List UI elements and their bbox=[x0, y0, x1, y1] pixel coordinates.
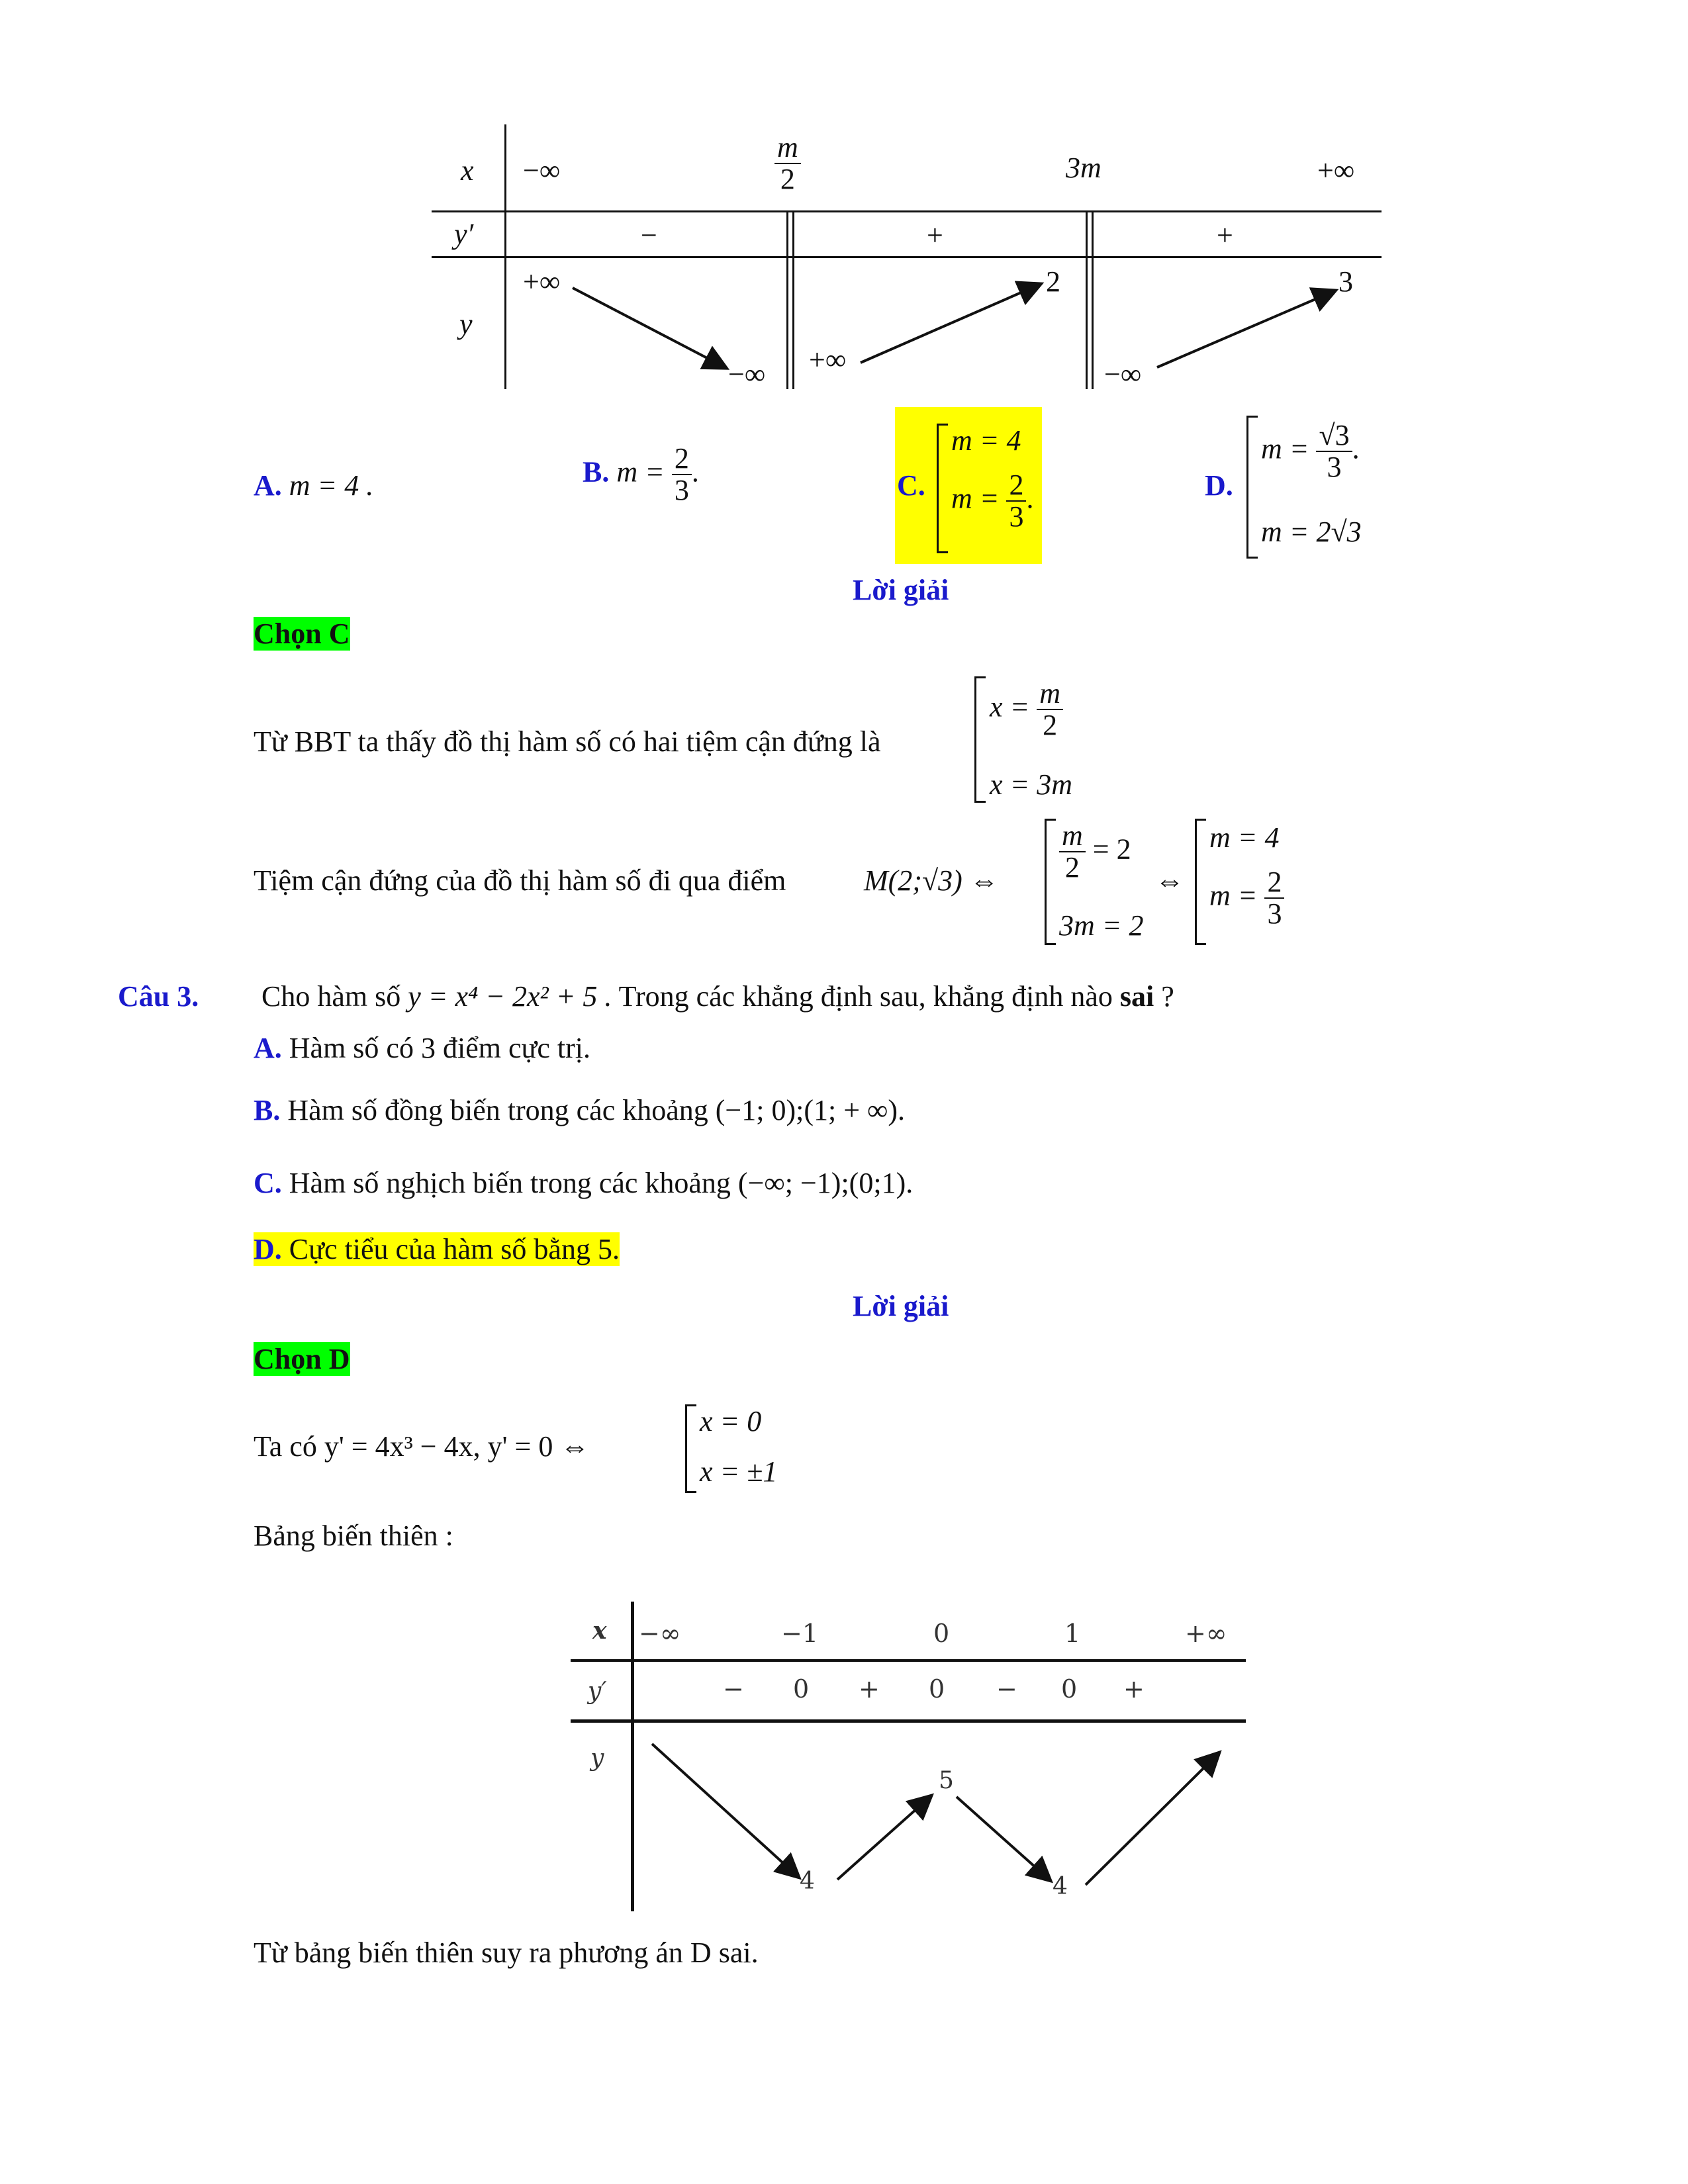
q2-solution-sys-b1: m = 4 bbox=[1209, 821, 1280, 854]
q3-option-a: A. Hàm số có 3 điểm cực trị. bbox=[254, 1032, 590, 1064]
q2-option-c-bracket bbox=[937, 424, 948, 553]
table2-yp-7: + bbox=[1123, 1674, 1145, 1704]
table2-yp-6: 0 bbox=[1061, 1674, 1078, 1704]
q2-solution-sys2: x = 3m bbox=[990, 768, 1072, 801]
table1-y-neg-inf-1: −∞ bbox=[728, 358, 766, 390]
table1-label-y: y bbox=[459, 308, 473, 340]
q2-solution-sys-a2: 3m = 2 bbox=[1059, 909, 1144, 942]
q2-option-d-bracket bbox=[1246, 416, 1258, 559]
q2-option-c-line2: m = $\frac{2}{3}$ . bbox=[951, 469, 1034, 533]
table2-hline-1 bbox=[571, 1659, 1246, 1662]
table1-y-two: 2 bbox=[1046, 265, 1060, 298]
table2-vertical-divider bbox=[631, 1602, 634, 1911]
q3-conclusion: Từ bảng biến thiên suy ra phương án D sai. bbox=[254, 1936, 759, 1969]
q2-option-c-line1: m = 4 bbox=[951, 424, 1021, 457]
q2-option-b: B. m = $\frac{2}{3}$ . bbox=[583, 442, 699, 507]
q2-solution-equiv: ⇔ bbox=[1155, 864, 1184, 897]
table2-y-max: 5 bbox=[939, 1767, 954, 1794]
table2-label-x: x bbox=[592, 1617, 607, 1645]
table2-label-yprime: y′ bbox=[588, 1678, 607, 1705]
table1-arrow-increasing-1 bbox=[861, 285, 1039, 363]
table2-yp-1: − bbox=[723, 1674, 744, 1704]
table1-sign-1: − bbox=[641, 219, 657, 251]
table2-yp-2: 0 bbox=[793, 1674, 810, 1704]
q2-choice: Chọn C bbox=[254, 617, 350, 650]
table1-y-three: 3 bbox=[1338, 265, 1353, 298]
q2-solution-bracket-3 bbox=[1195, 819, 1206, 945]
table1-sign-3: + bbox=[1217, 219, 1233, 251]
q3-label: Câu 3. bbox=[118, 980, 199, 1013]
q3-choice: Chọn D bbox=[254, 1343, 350, 1375]
q3-bbt-label: Bảng biến thiên : bbox=[254, 1520, 453, 1552]
q2-option-a: A. m = 4 . bbox=[254, 469, 374, 502]
q3-derivative-sys2: x = ±1 bbox=[700, 1455, 778, 1488]
table1-x-3m: 3m bbox=[1066, 152, 1102, 184]
table2-x-one: 1 bbox=[1064, 1619, 1081, 1648]
q2-option-d-label: D. bbox=[1205, 469, 1233, 502]
table2-label-y: y bbox=[590, 1745, 604, 1772]
q3-derivative-bracket bbox=[685, 1404, 696, 1493]
table2-x-zero: 0 bbox=[933, 1619, 950, 1648]
table1-sign-2: + bbox=[927, 219, 943, 251]
table1-label-x: x bbox=[461, 154, 474, 187]
table2-arrow-3 bbox=[957, 1797, 1049, 1880]
table1-y-neg-inf-2: −∞ bbox=[1104, 358, 1142, 390]
table1-y-pos-inf-2: +∞ bbox=[809, 343, 847, 376]
q2-solution-point: M(2;√3) ⇔ bbox=[864, 864, 999, 897]
table1-x-m-half: $\frac{m}{2}$ bbox=[774, 132, 801, 195]
q3-option-d: D. Cực tiểu của hàm số bằng 5. bbox=[254, 1233, 620, 1265]
table2-x-pos-inf: +∞ bbox=[1185, 1619, 1227, 1648]
table2-yp-4: 0 bbox=[929, 1674, 945, 1704]
q2-option-c-label: C. bbox=[897, 469, 925, 502]
table1-label-yprime: y′ bbox=[454, 218, 474, 250]
q3-derivative: Ta có y' = 4x³ − 4x, y' = 0 ⇔ bbox=[254, 1430, 590, 1463]
q3-solution-heading: Lời giải bbox=[853, 1290, 949, 1322]
table1-arrow-increasing-2 bbox=[1157, 291, 1334, 367]
q2-solution-bracket-2 bbox=[1045, 819, 1056, 945]
q3-option-b: B. Hàm số đồng biến trong các khoảng (−1; 0);(1; + ∞). bbox=[254, 1094, 906, 1126]
q3-option-c: C. Hàm số nghịch biến trong các khoảng (−∞; −1);(0;1). bbox=[254, 1167, 914, 1199]
q2-solution-bracket-1 bbox=[974, 676, 986, 803]
q2-solution-heading: Lời giải bbox=[853, 574, 949, 606]
q2-solution-sys-b2: m = $\frac{2}{3}$ bbox=[1209, 867, 1284, 929]
table2-arrow-2 bbox=[837, 1797, 930, 1880]
table2-yp-5: − bbox=[996, 1674, 1017, 1704]
table2-x-neg-one: −1 bbox=[781, 1619, 819, 1648]
table2-x-neg-inf: −∞ bbox=[639, 1619, 681, 1648]
table2-hline-2 bbox=[571, 1719, 1246, 1723]
table1-arrow-decreasing bbox=[573, 288, 725, 367]
q2-solution-line2: Tiệm cận đứng của đồ thị hàm số đi qua điểm bbox=[254, 864, 786, 897]
q3-stem: Cho hàm số y = x⁴ − 2x² + 5 . Trong các khẳng định sau, khẳng định nào sai ? bbox=[261, 980, 1174, 1013]
table2-arrow-1 bbox=[652, 1744, 798, 1876]
table1-x-pos-inf: +∞ bbox=[1317, 154, 1355, 187]
table2-y-min-1: 4 bbox=[800, 1868, 815, 1895]
q2-solution-sys1: x = $\frac{m}{2}$ bbox=[990, 678, 1063, 741]
q2-option-d-line1: m = $\frac{√3}{3}$ . bbox=[1261, 419, 1360, 484]
q3-derivative-sys1: x = 0 bbox=[700, 1405, 762, 1437]
table2-yp-3: + bbox=[859, 1674, 880, 1704]
q2-option-d-line2: m = 2√3 bbox=[1261, 516, 1362, 548]
table2-y-min-2: 4 bbox=[1053, 1873, 1068, 1900]
q2-solution-line1: Từ BBT ta thấy đồ thị hàm số có hai tiệm cận đứng là bbox=[254, 725, 881, 758]
table1-x-neg-inf: −∞ bbox=[523, 154, 561, 187]
q2-solution-sys-a1: $\frac{m}{2}$ = 2 bbox=[1059, 821, 1131, 883]
table2-arrow-4 bbox=[1086, 1754, 1218, 1885]
table1-y-pos-inf-1: +∞ bbox=[523, 265, 561, 298]
